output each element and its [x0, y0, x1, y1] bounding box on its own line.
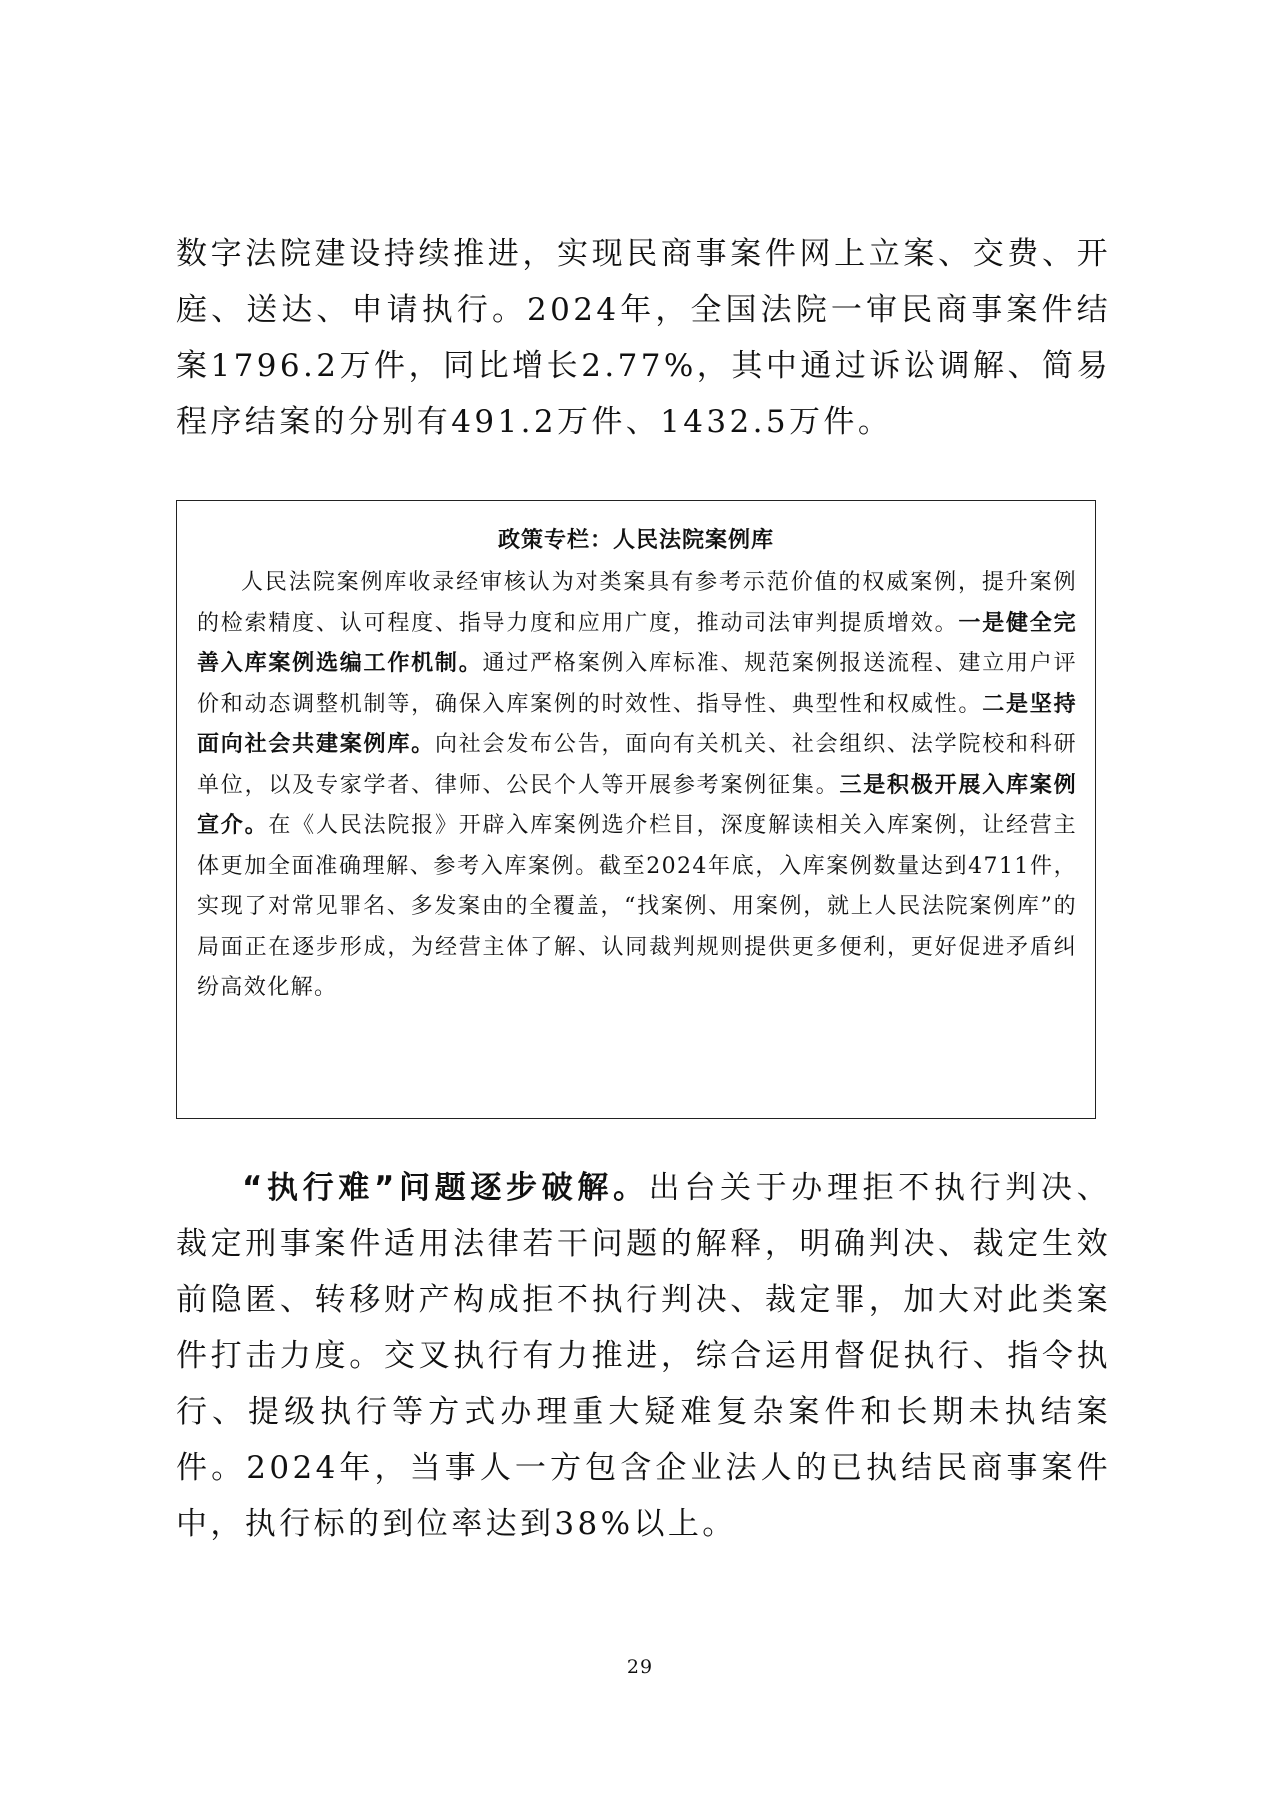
intro-paragraph: 数字法院建设持续推进，实现民商事案件网上立案、交费、开庭、送达、申请执行。2024年，全国法院一审民商事案件结案1796.2万件，同比增长2.77%，其中通过诉讼调解、简易程序结案的分别有491.2万件、1432.5万件。 [176, 236, 1111, 440]
policy-text-1: 人民法院案例库收录经审核认为对类案具有参考示范价值的权威案例，提升案例的检索精度、认可程度、指导力度和应用广度，推动司法审判提质增效。 [197, 570, 1077, 636]
enforcement-paragraph [176, 1160, 1111, 1552]
policy-text-3: 向社会发布公告，面向有关机关、社会组织、法学院校和科研单位，以及专家学者、律师、公民个人等开展参考案例征集。 [197, 732, 1077, 798]
policy-point-2: 二是坚持面向社会共建案例库。 [197, 691, 1078, 757]
policy-text-2: 通过严格案例入库标准、规范案例报送流程、建立用户评价和动态调整机制等，确保入库案例的时效性、指导性、典型性和权威性。 [197, 651, 1077, 717]
policy-box [176, 500, 1096, 1119]
enforcement-body: 出台关于办理拒不执行判决、裁定刑事案件适用法律若干问题的解释，明确判决、裁定生效前隐匿、转移财产构成拒不执行判决、裁定罪，加大对此类案件打击力度。交叉执行有力推进，综合运用督促执行、指令执行、提级执行等方式办理重大疑难复杂案件和长期未执结案件。2024年，当事人一方包含企业法人的已执结民商事案件中，执行标的到位率达到38%以上。 [176, 1170, 1111, 1542]
policy-box-body [197, 563, 1077, 1009]
policy-text-4: 在《人民法院报》开辟入库案例选介栏目，深度解读相关入库案例，让经营主体更加全面准确理解、参考入库案例。截至2024年底，入库案例数量达到4711件，实现了对常见罪名、多发案由的全覆盖，“找案例、用案例，就上人民法院案例库”的局面正在逐步形成，为经营主体了解、认同裁判规则提供更多便利，更好促进矛盾纠纷高效化解。 [197, 813, 1077, 1000]
policy-point-3: 三是积极开展入库案例宣介。 [197, 772, 1077, 838]
page-number: 29 [626, 1656, 654, 1678]
policy-box-title: 政策专栏：人民法院案例库 [497, 528, 774, 553]
enforcement-lead: “执行难”问题逐步破解。 [242, 1170, 649, 1206]
policy-point-1: 一是健全完善入库案例选编工作机制。 [197, 610, 1077, 676]
